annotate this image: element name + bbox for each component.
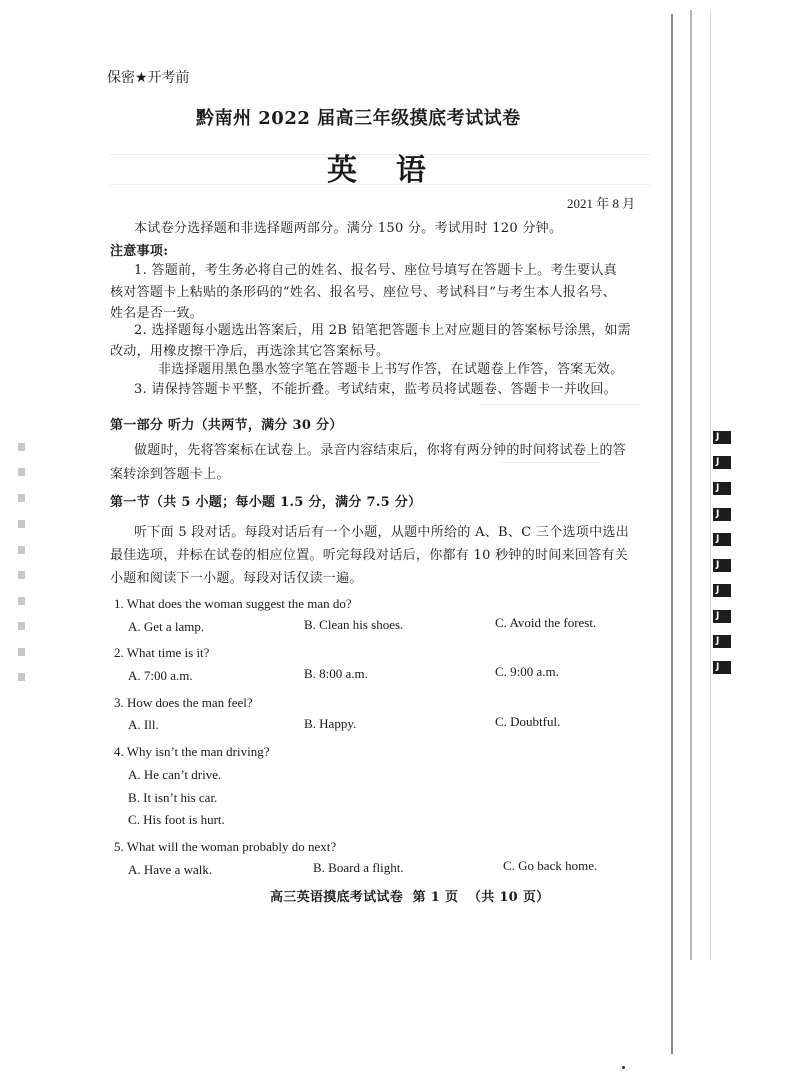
exam-title: 黔南州 2022 届高三年级摸底考试试卷 [196, 108, 521, 129]
option-a: A. 7:00 a.m. [128, 668, 193, 683]
binder-tick [18, 494, 25, 502]
margin-mark: J [713, 635, 731, 648]
option-a: A. Get a lamp. [128, 619, 205, 634]
scan-speck [622, 1066, 625, 1069]
notice-line: 2. 选择题每小题选出答案后，用 2B 铅笔把答题卡上对应题目的答案标号涂黑，如需 [134, 323, 631, 338]
binder-tick [18, 648, 25, 656]
option-a: A. Have a walk. [128, 862, 213, 877]
exam-intro: 本试卷分选择题和非选择题两部分。满分 150 分。考试用时 120 分钟。 [134, 221, 563, 236]
notice-line: 姓名是否一致。 [110, 306, 204, 321]
section1-line: 最佳选项，并标在试卷的相应位置。听完每段对话后，你都有 10 秒钟的时间来回答有关 [110, 548, 629, 563]
notice-heading: 注意事项: [110, 244, 169, 259]
margin-mark: J [713, 533, 731, 546]
option-b: B. Clean his shoes. [304, 617, 404, 632]
fold-line [690, 10, 692, 960]
fold-line [671, 14, 673, 1054]
question-stem: 5. What will the woman probably do next? [114, 839, 337, 854]
question-stem: 1. What does the woman suggest the man do? [114, 596, 352, 611]
notice-line: 3. 请保持答题卡平整，不能折叠。考试结束，监考员将试题卷、答题卡一并收回。 [134, 382, 617, 397]
option-c: C. Doubtful. [495, 714, 561, 729]
binder-tick [18, 520, 25, 528]
binder-tick [18, 673, 25, 681]
option-b: B. Happy. [304, 716, 357, 731]
fold-line [710, 10, 711, 960]
page-footer: 高三英语摸底考试试卷 第 1 页 （共 10 页） [270, 890, 550, 905]
margin-mark: J [713, 584, 731, 597]
margin-mark: J [713, 610, 731, 623]
binder-tick [18, 468, 25, 476]
question-stem: 4. Why isn’t the man driving? [114, 744, 270, 759]
notice-line: 核对答题卡上粘贴的条形码的“姓名、报名号、座位号、考试科目”与考生本人报名号、 [110, 285, 616, 300]
margin-mark: J [713, 508, 731, 521]
confidential-label: 保密★开考前 [107, 70, 190, 86]
binder-tick [18, 443, 25, 451]
margin-mark: J [713, 559, 731, 572]
question-stem: 2. What time is it? [114, 645, 210, 660]
option-b: B. It isn’t his car. [128, 790, 218, 805]
option-c: C. Go back home. [503, 858, 598, 873]
binder-tick [18, 622, 25, 630]
section1-heading: 第一节（共 5 小题；每小题 1.5 分，满分 7.5 分） [110, 495, 422, 510]
section1-line: 听下面 5 段对话。每段对话后有一个小题，从题中所给的 A、B、C 三个选项中选出 [134, 525, 629, 540]
subject-title: 英 语 [327, 153, 432, 188]
notice-line: 非选择题用黑色墨水签字笔在答题卡上书写作答，在试题卷上作答，答案无效。 [158, 362, 624, 377]
option-a: A. Ill. [128, 717, 159, 732]
exam-date: 2021 年 8 月 [567, 196, 636, 211]
margin-mark: J [713, 661, 731, 674]
notice-line: 改动，用橡皮擦干净后，再选涂其它答案标号。 [110, 344, 390, 359]
binder-tick [18, 571, 25, 579]
bleed-through [500, 462, 600, 463]
margin-mark: J [713, 482, 731, 495]
option-b: B. Board a flight. [313, 860, 404, 875]
option-b: B. 8:00 a.m. [304, 666, 368, 681]
binder-tick [18, 546, 25, 554]
margin-mark: J [713, 456, 731, 469]
part1-heading: 第一部分 听力（共两节，满分 30 分） [110, 418, 343, 433]
option-c: C. His foot is hurt. [128, 812, 225, 827]
margin-mark: J [713, 431, 731, 444]
notice-line: 1. 答题前，考生务必将自己的姓名、报名号、座位号填写在答题卡上。考生要认真 [134, 263, 617, 278]
part1-line: 案转涂到答题卡上。 [110, 467, 230, 482]
section1-line: 小题和阅读下一小题。每段对话仅读一遍。 [110, 571, 363, 586]
binder-tick [18, 597, 25, 605]
option-a: A. He can’t drive. [128, 767, 222, 782]
bleed-through [480, 404, 640, 405]
part1-line: 做题时，先将答案标在试卷上。录音内容结束后，你将有两分钟的时间将试卷上的答 [134, 443, 627, 458]
option-c: C. 9:00 a.m. [495, 664, 559, 679]
option-c: C. Avoid the forest. [495, 615, 597, 630]
question-stem: 3. How does the man feel? [114, 695, 253, 710]
